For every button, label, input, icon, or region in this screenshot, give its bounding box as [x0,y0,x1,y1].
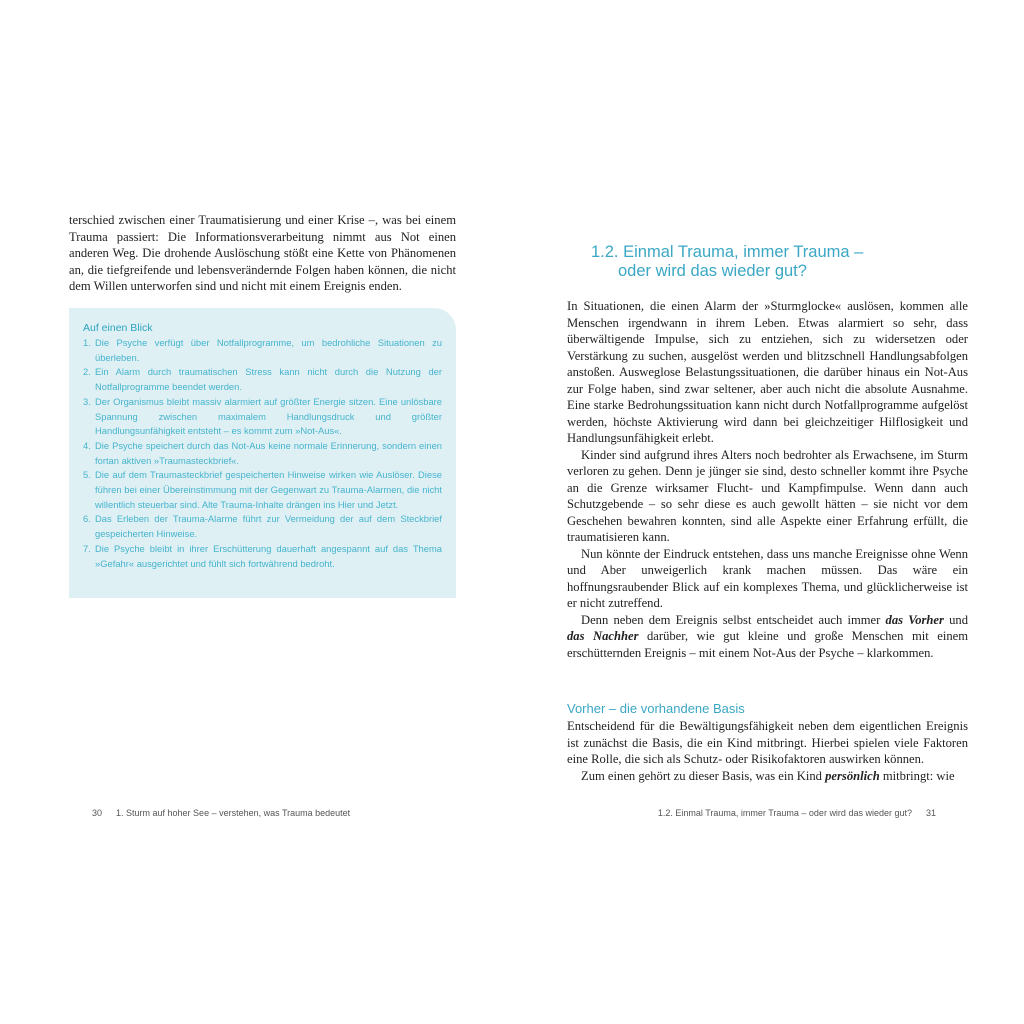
running-title: 1.2. Einmal Trauma, immer Trauma – oder wird das wieder gut? [657,808,912,818]
summary-box-title: Auf einen Blick [83,322,153,334]
summary-item-number: 2. [83,366,91,378]
paragraph-3: Nun könnte der Eindruck entstehen, dass uns manche Ereignisse ohne Wenn und Aber unweigerlich krank machen müssen. Das wäre ein hoffnungsraubender Blick auf ein komplexes Thema, und glücklicherweise ist er nicht zutreffend. [567,546,968,610]
right-page [512,0,1024,1024]
summary-item-number: 1. [83,337,91,348]
section-heading-line-2: oder wird das wieder gut? [618,262,807,280]
summary-item-text: Der Organismus bleibt massiv alarmiert auf größter Energie sitzen. Eine unlösbare Spannung zwischen maximalem Handlungsdruck und größter Handlungsunfähigkeit entsteht – es kommt zum »Not-Aus«. [95,395,442,437]
left-footer [92,808,350,818]
running-title: 1. Sturm auf hoher See – verstehen, was Trauma bedeutet [116,808,351,818]
paragraph-4-part-b: und [943,612,969,627]
summary-box [69,308,456,598]
paragraph-4 [567,612,968,662]
summary-item-number: 7. [83,542,91,554]
paragraph-2: Kinder sind aufgrund ihres Alters noch bedrohter als Erwachsene, im Sturm verloren zu gehen. Denn je jünger sie sind, desto schneller kommt ihre Psyche an die Grenze wirksamer Flucht- und Kampfimpulse. Wenn dann auch Schutzgebende – so sehr diese es auch gewollt hätten – sie nicht vor dem Geschehen bewahren konnten, sind alle Aspekte einer Erfahrung erfüllt, die traumatisieren kann. [567,447,968,544]
subheading: Vorher – die vorhandene Basis [567,701,745,716]
summary-item-number: 4. [83,439,91,451]
right-body [567,298,968,661]
summary-item-number: 5. [83,469,91,481]
summary-item-5 [83,468,442,512]
summary-item-text: Die Psyche bleibt in ihrer Erschütterung dauerhaft angespannt auf das Thema »Gefahr« ausgerichtet und fühlt sich fortwährend bedroht. [95,542,442,569]
paragraph-5: Entscheidend für die Bewältigungsfähigkeit neben dem eigentlichen Ereignis ist zunächst die Basis, die ein Kind mitbringt. Hierbei spielen viele Faktoren eine Rolle, die sich als Schutz- oder Risikofaktoren auswirken können. [567,719,968,766]
section-heading [591,243,911,281]
summary-item-3 [83,395,442,439]
summary-item-4 [83,439,442,468]
right-footer [658,808,936,818]
summary-item-text: Ein Alarm durch traumatischen Stress kann nicht durch die Nutzung der Notfallprogramme beendet werden. [95,366,442,393]
summary-item-text: Das Erleben der Trauma-Alarme führt zur Vermeidung der auf dem Steckbrief gespeicherten Hinweise. [95,513,442,540]
summary-item-text: Die Psyche speichert durch das Not-Aus keine normale Erinnerung, sondern einen fortan aktiven »Traumasteckbrief«. [95,439,442,466]
page-number: 30 [92,808,103,818]
section-heading-line-1: 1.2. Einmal Trauma, immer Trauma – [591,243,864,261]
paragraph-4-part-c: darüber, wie gut kleine und große Menschen mit einem erschütternden Ereignis – mit einem Not-Aus der Psyche – klarkommen. [567,629,969,660]
summary-item-6 [83,512,442,541]
summary-list [83,336,442,571]
summary-item-number: 3. [83,395,91,407]
paragraph-4-part-a: Denn neben dem Ereignis selbst entscheidet auch immer [581,612,886,627]
summary-item-1 [83,336,442,365]
emphasis-persoenlich: persönlich [825,768,880,783]
paragraph-6-part-b: mitbringt: wie [879,768,955,783]
paragraph-6 [567,768,968,785]
page-number: 31 [925,808,936,818]
paragraph-6-part-a: Zum einen gehört zu dieser Basis, was ein Kind [581,768,826,783]
right-body-2 [567,718,968,784]
summary-item-number: 6. [83,513,91,525]
paragraph-1: In Situationen, die einen Alarm der »Sturmglocke« auslösen, kommen alle Menschen irgendwann in ihrem Leben. Etwas alarmiert so sehr, dass überwältigende Impulse, sich zu entziehen, sich zu widersetzen oder Verstärkung zu suchen, ausgelöst werden und blitzschnell Handlungsabfolgen anstoßen. Ausweglose Belastungssituationen, die darüber hinaus ein Not-Aus zur Folge haben, sind zwar seltener, aber auch nicht die absolute Ausnahme. Eine starke Bedrohungssituation kann nicht durch Notfallprogramme aufgelöst werden, höchste Aktivierung wird dann bei gleichzeitiger Hilflosigkeit und Handlungsunfähigkeit erlebt. [567,299,968,445]
left-paragraph: terschied zwischen einer Traumatisierung und einer Krise –, was bei einem Trauma passiert: Die Informationsverarbeitung nimmt aus Not einen anderen Weg. Die drohende Auslöschung stößt eine Kette von Phänomenen an, die tiefgreifende und lebensverändernde Folgen haben können, die nicht dem Willen unterworfen sind und nicht mit einem Ereignis enden. [69,213,456,293]
summary-item-text: Die auf dem Traumasteckbrief gespeicherten Hinweise wirken wie Auslöser. Diese führen bei einer Übereinstimmung mit der Gegenwart zu Trauma-Alarmen, die nicht willentlich steuerbar sind. Alte Trauma-Inhalte drängen ins Hier und Jetzt. [95,469,442,510]
emphasis-nachher: das Nachher [567,629,639,643]
summary-item-text: Die Psyche verfügt über Notfallprogramme, um bedrohliche Situationen zu überleben. [95,337,442,363]
summary-item-7 [83,542,442,571]
emphasis-vorher: das Vorher [885,612,944,627]
summary-item-2 [83,365,442,394]
